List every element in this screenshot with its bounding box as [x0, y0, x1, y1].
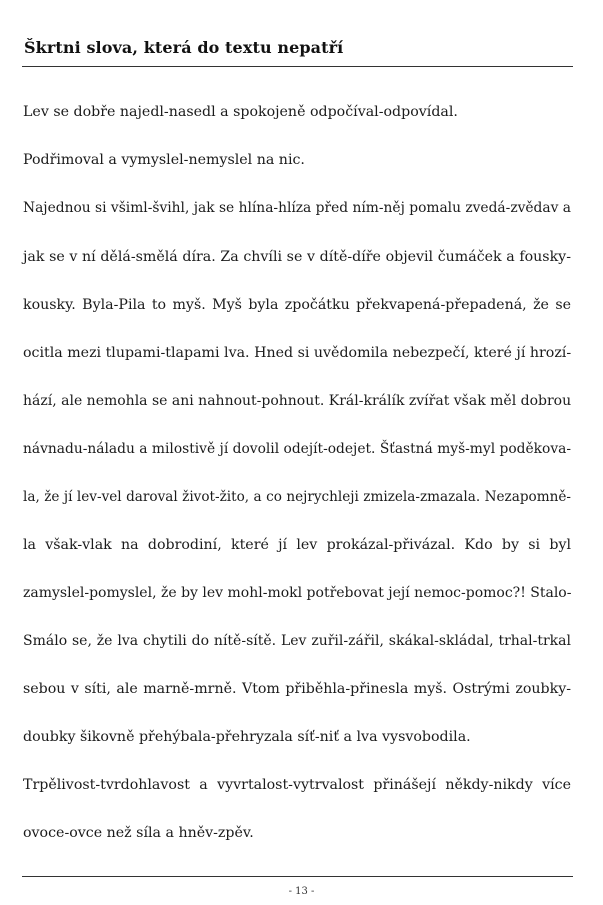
text-line-3: Najednou si všiml-švihl, jak se hlína-hlíza před ním-něj pomalu zvedá-zvědav a: [23, 200, 572, 216]
text-line-14: doubky šikovně přehýbala-přehryzala síť-niť a lva vysvobodila.: [23, 729, 471, 745]
bottom-divider: [22, 876, 573, 877]
text-line-1: Lev se dobře najedl-nasedl a spokojeně odpočíval-odpovídal.: [23, 104, 458, 120]
worksheet-heading: Škrtni slova, která do textu nepatří: [24, 38, 344, 57]
top-divider: [22, 66, 573, 67]
text-line-15: Trpělivost-tvrdohlavost a vyvrtalost-vytrvalost přinášejí někdy-nikdy více: [23, 777, 571, 793]
text-line-8: návnadu-náladu a milostivě jí dovolil odejít-odejet. Šťastná myš-myl poděkova-: [23, 441, 571, 457]
text-line-6: ocitla mezi tlupami-tlapami lva. Hned si uvědomila nebezpečí, které jí hrozí-: [23, 345, 572, 361]
text-line-7: hází, ale nemohla se ani nahnout-pohnout. Král-králík zvířat však měl dobrou: [23, 393, 572, 409]
text-line-12: Smálo se, že lva chytili do nítě-sítě. Lev zuřil-zářil, skákal-skládal, trhal-trkal: [23, 633, 571, 649]
page-number: - 13 -: [288, 886, 315, 897]
text-line-11: zamyslel-pomyslel, že by lev mohl-mokl potřebovat její nemoc-pomoc?! Stalo-: [23, 585, 572, 601]
text-line-16: ovoce-ovce než síla a hněv-zpěv.: [23, 825, 254, 841]
text-line-4: jak se v ní dělá-smělá díra. Za chvíli se v dítě-díře objevil čumáček a fousky-: [23, 249, 571, 265]
text-line-13: sebou v síti, ale marně-mrně. Vtom přiběhla-přinesla myš. Ostrými zoubky-: [23, 681, 571, 697]
text-line-10: la však-vlak na dobrodiní, které jí lev prokázal-přivázal. Kdo by si byl: [23, 537, 571, 553]
text-line-5: kousky. Byla-Pila to myš. Myš byla zpočátku překvapená-přepadená, že se: [23, 297, 571, 313]
text-line-9: la, že jí lev-vel daroval život-žito, a co nejrychleji zmizela-zmazala. Nezapomně-: [23, 489, 571, 505]
text-line-2: Podřimoval a vymyslel-nemyslel na nic.: [23, 152, 305, 168]
